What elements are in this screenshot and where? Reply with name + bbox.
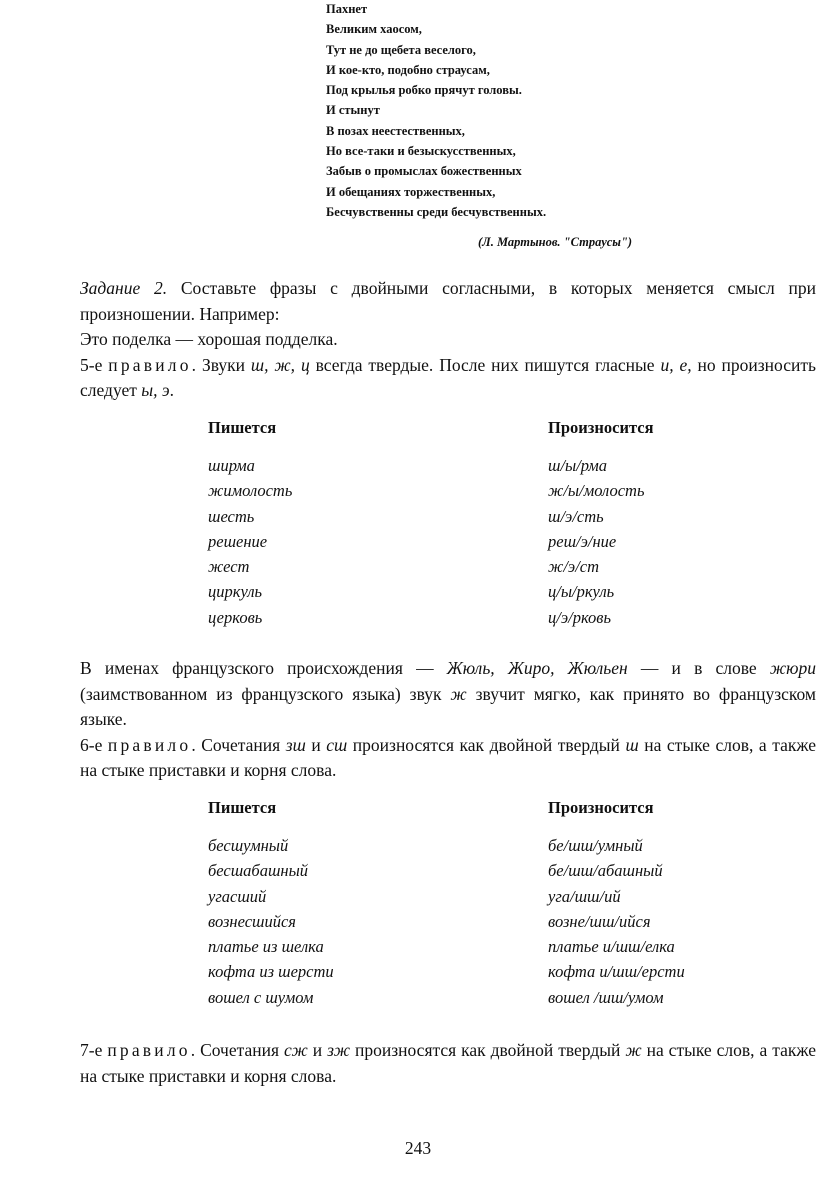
pronounced-form: ш/ы/рма [548,456,608,475]
french-word: жюри [769,658,816,678]
rule-7-letter: ж [625,1040,642,1060]
table-row [208,507,808,532]
french-text: В именах французского происхождения — [80,658,447,678]
poem-attribution: (Л. Мартынов. "Страусы") [478,235,633,249]
table-row [208,962,808,987]
rule-5-sounds: ы, э [141,380,170,400]
table-row [208,481,808,506]
table-rows [208,836,808,1013]
rule-7-paragraph [40,1038,816,1089]
rule-5 [40,353,816,404]
rule-7 [40,1038,816,1089]
french-text: (заимствованном из французского языка) звук [80,683,451,704]
pronounced-form: возне/шш/ийся [548,911,651,931]
french-text: звучит мягко, как принято во французском языке. [80,683,816,729]
table-row [208,532,808,557]
task-2-label: Задание 2. [80,278,168,298]
rule-7-combo: сж [284,1040,308,1060]
written-form: шесть [208,506,255,526]
poem-line: Под крылья робко прячут головы. [326,83,522,98]
table-row [208,937,808,962]
table-header [208,798,808,824]
table-row [208,608,808,633]
written-form: кофта из шерсти [208,962,334,982]
french-paragraph [40,656,816,733]
pronounced-form: кофта и/шш/ерсти [548,962,685,982]
task-2 [40,276,816,404]
column-pronounced: Произносится [548,798,654,817]
rule-5-num: 5-е [80,354,103,375]
poem-line: Пахнет [326,2,368,16]
pronounced-form: ш/э/сть [548,506,604,526]
pronounced-form: платье и/шш/елка [548,937,675,957]
task-2-text: Составьте фразы с двойными согласными, в которых меняется смысл при произношении. Например: [80,278,816,324]
rule-6-num: 6-е [80,734,103,755]
french-letter: ж [450,683,467,704]
written-form: вознесшийся [208,911,296,931]
written-form: жимолость [208,481,293,501]
rule-7-text: произносятся как двойной твердый [350,1040,626,1060]
french-names: Жюль, Жиро, Жюльен [446,658,628,678]
rule-5-text: но произносить следует [80,354,816,400]
written-form: вошел с шумом [208,987,314,1007]
rule-7-num: 7-е [80,1040,103,1060]
rule-5-vowels: и, е, [660,354,692,375]
table-row [208,456,808,481]
table-header [208,418,808,444]
poem [326,0,746,249]
page-number: 243 [404,1138,432,1158]
poem-line: Тут не до щебета веселого, [326,42,476,57]
poem-line: Но все-таки и безыскусственных, [326,144,516,159]
column-written: Пишется [208,418,277,437]
french-text: — и в слове [627,658,770,678]
rule-5-text: . Звуки [191,354,251,375]
rule-5-letters: ш, ж, ц [250,354,310,375]
poem-line: Бесчувственны среди бесчувственных. [326,204,547,219]
french-note [40,656,816,784]
rule-6-text: произносятся как двойной твердый [347,734,626,755]
table-row [208,836,808,861]
pronounced-form: реш/э/ние [548,531,617,551]
table-row [208,582,808,607]
poem-line: И обещаниях торжественных, [326,184,496,199]
column-pronounced: Произносится [548,418,654,437]
rule-7-text: . Сочетания [190,1040,284,1060]
task-2-paragraph [40,276,816,327]
rule-6-combo: сш [326,734,348,755]
poem-line: В позах неестественных, [326,123,465,138]
column-written: Пишется [208,798,277,817]
pronounced-form: бе/шш/абашный [548,861,663,881]
poem-line: Забыв о промыслах божественных [326,164,522,179]
table-hard-consonants [208,418,808,633]
table-row [208,887,808,912]
rule-7-text: на стыке слов, а также на стыке приставки и корня слова. [80,1040,817,1086]
table-row [208,988,808,1013]
written-form: циркуль [208,582,263,602]
rule-5-text: всегда твердые. После них пишутся гласные [309,354,661,375]
pronounced-form: ж/э/ст [548,557,600,577]
poem-line: И стынут [326,103,380,118]
rule-7-word: правило [107,1040,191,1060]
rule-7-combo: зж [327,1040,351,1060]
written-form: платье из шелка [208,937,324,957]
table-double-sh [208,798,808,1013]
task-2-example: Это поделка — хорошая подделка. [80,329,338,349]
pronounced-form: ц/ы/ркуль [548,582,615,602]
table-row [208,912,808,937]
table-rows [208,456,808,633]
written-form: бесшабашный [208,861,309,881]
rule-6-combo: зш [285,734,306,755]
rule-7-text: и [307,1040,328,1060]
written-form: жест [208,557,250,577]
pronounced-form: вошел /шш/умом [548,987,664,1007]
rule-6-text: . Сочетания [191,734,286,755]
rule-6-word: правило [107,734,192,755]
written-form: решение [208,531,268,551]
poem-line: Великим хаосом, [326,22,422,37]
written-form: ширма [208,456,255,475]
pronounced-form: бе/шш/умный [548,836,643,855]
rule-5-word: правило [108,354,192,375]
pronounced-form: ж/ы/молость [548,481,645,501]
poem-line: И кое-кто, подобно страусам, [326,62,490,77]
written-form: угасший [208,886,267,906]
rule-6-letter: ш [625,734,639,755]
written-form: церковь [208,607,263,627]
pronounced-form: ц/э/рковь [548,607,611,627]
rule-6 [40,733,816,784]
rule-6-text: и [305,734,327,755]
rule-5-text: . [169,380,174,400]
table-row [208,557,808,582]
written-form: бесшумный [208,836,289,855]
rule-6-text: на стыке слов, а также на стыке приставки и корня слова. [80,734,816,780]
pronounced-form: уга/шш/ий [548,886,621,906]
table-row [208,861,808,886]
